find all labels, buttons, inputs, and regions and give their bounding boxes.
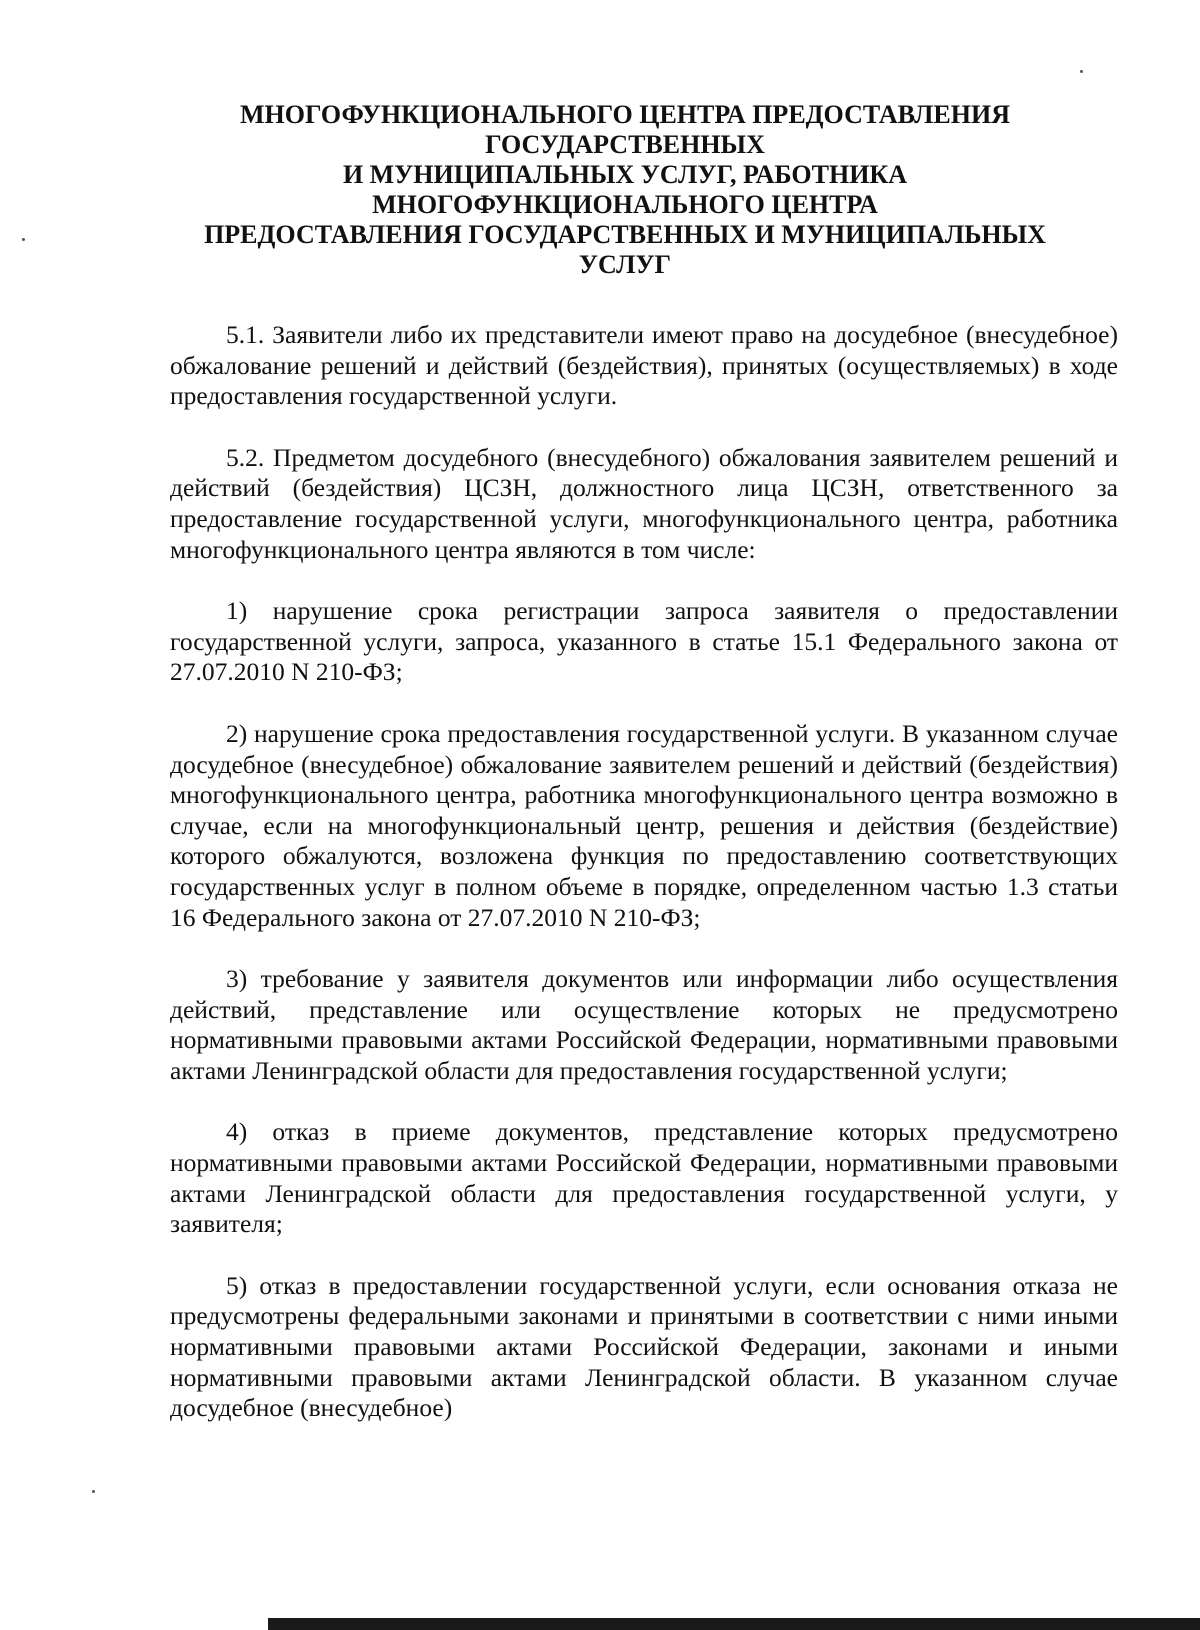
list-item-1: 1) нарушение срока регистрации запроса заявителя о предоставлении государственной услуги, запроса, указанного в статье 15.1 Федерального закона от 27.07.2010 N 210-ФЗ; [170,596,1118,687]
scan-speck [1080,70,1083,73]
list-item-4: 4) отказ в приеме документов, представление которых предусмотрено нормативными правовыми актами Российской Федерации, нормативными правовыми актами Ленинградской области для предоставления государственной услуги, у заявителя; [170,1117,1118,1239]
paragraph-5-1: 5.1. Заявители либо их представители имеют право на досудебное (внесудебное) обжалование решений и действий (бездействия), принятых (осуществляемых) в ходе предоставления государственной услуги. [170,320,1118,411]
document-body [170,320,1118,1424]
list-item-3: 3) требование у заявителя документов или информации либо осуществления действий, представление или осуществление которых не предусмотрено нормативными правовыми актами Российской Федерации, нормативными правовыми актами Ленинградской области для предоставления государственной услуги; [170,964,1118,1085]
paragraph-5-2: 5.2. Предметом досудебного (внесудебного) обжалования заявителем решений и действий (бездействия) ЦСЗН, должностного лица ЦСЗН, ответственного за предоставление государственной услуги, многофункционального центра, работника многофункционального центра являются в том числе: [170,442,1118,564]
heading-line: МНОГОФУНКЦИОНАЛЬНОГО ЦЕНТРА [372,190,878,219]
heading-line: УСЛУГ [578,250,672,279]
section-heading [130,100,1120,280]
list-item-5: 5) отказ в предоставлении государственной услуги, если основания отказа не предусмотрены федеральными законами и принятыми в соответствии с ними иными нормативными правовыми актами Российской Федерации, законами и иными нормативными правовыми актами Ленинградской области. В указанном случае досудебное (внесудебное) [170,1270,1118,1423]
scan-edge-bar [268,1618,1200,1630]
heading-line: ГОСУДАРСТВЕННЫХ [485,130,765,159]
heading-line: И МУНИЦИПАЛЬНЫХ УСЛУГ, РАБОТНИКА [342,160,908,189]
heading-line: ПРЕДОСТАВЛЕНИЯ ГОСУДАРСТВЕННЫХ И МУНИЦИПАЛЬНЫХ [204,220,1046,249]
heading-line: МНОГОФУНКЦИОНАЛЬНОГО ЦЕНТРА ПРЕДОСТАВЛЕНИЯ [240,100,1010,129]
scan-speck [92,1490,95,1493]
list-item-2: 2) нарушение срока предоставления государственной услуги. В указанном случае досудебное (внесудебное) обжалование заявителем решений и действий (бездействия) многофункционального центра, работника многофункционального центра возможно в случае, если на многофункциональный центр, решения и действия (бездействие) которого обжалуются, возложена функция по предоставлению соответствующих государственных услуг в полном объеме в порядке, определенном частью 1.3 статьи 16 Федерального закона от 27.07.2010 N 210-ФЗ; [170,718,1118,932]
scan-speck [22,238,25,241]
